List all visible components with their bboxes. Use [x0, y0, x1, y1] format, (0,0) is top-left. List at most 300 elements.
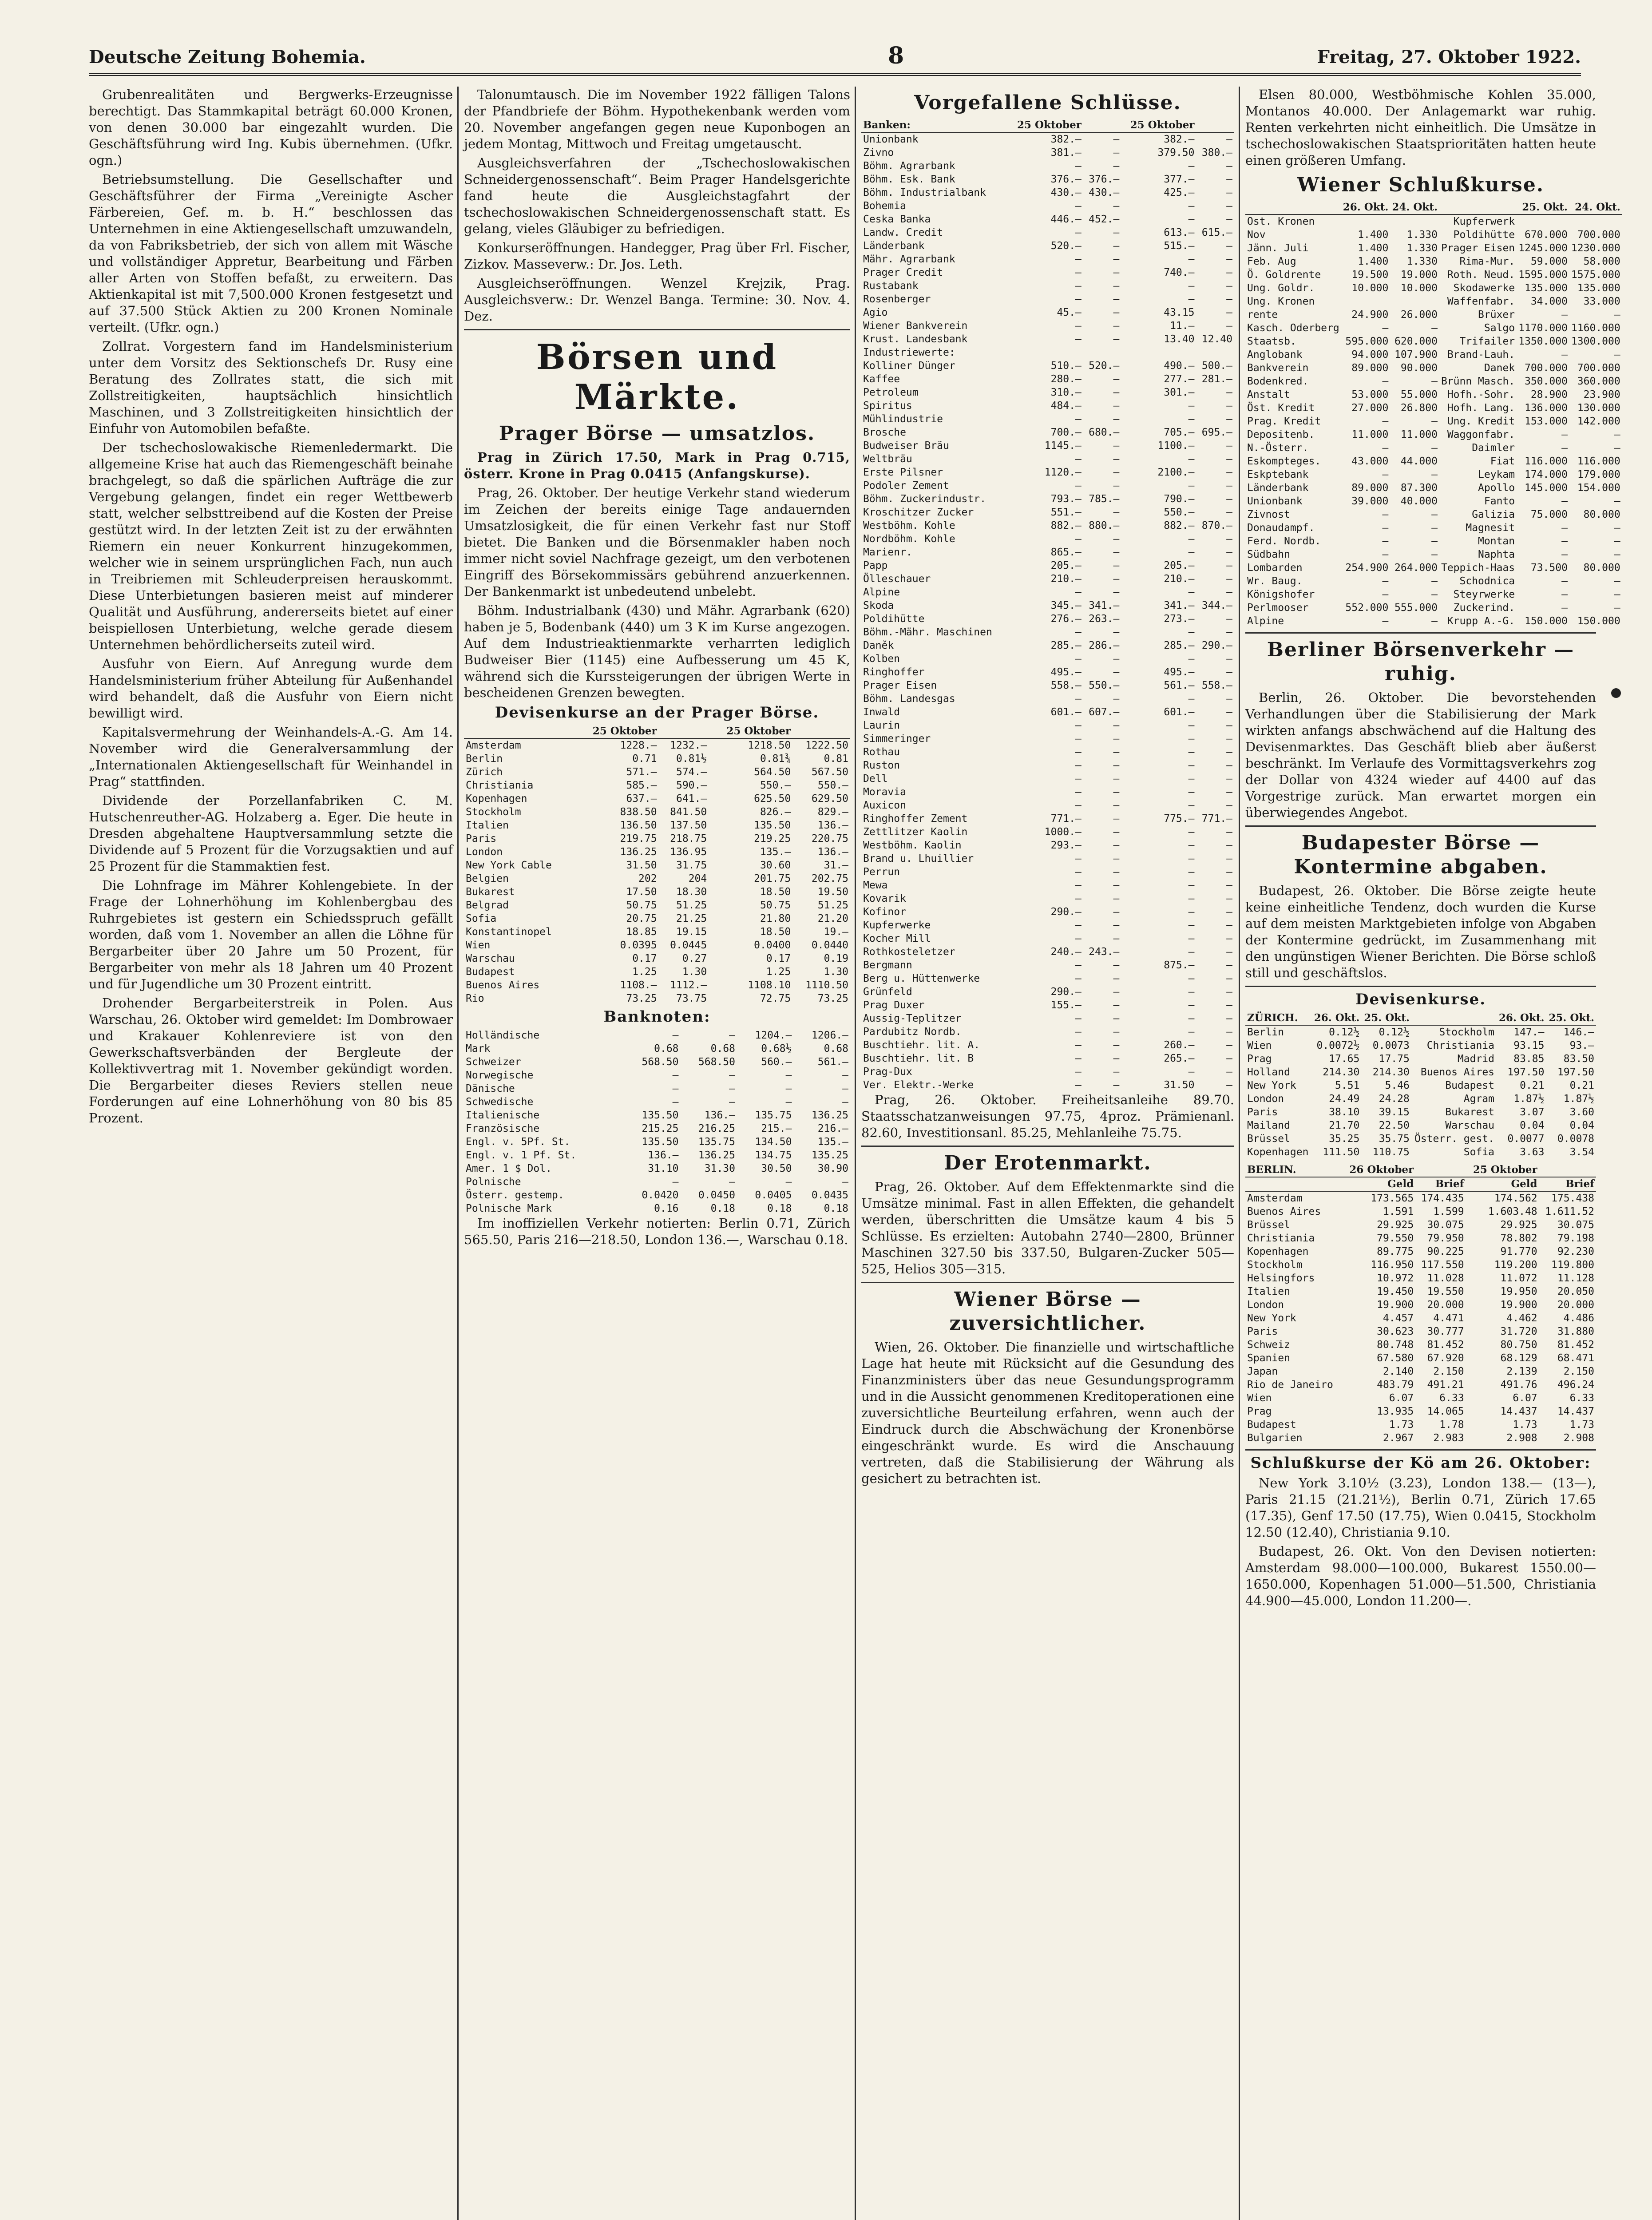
table-row [861, 785, 1234, 799]
security-name: Kupferwerke [863, 920, 931, 931]
quote-value: 310.— [1050, 387, 1082, 398]
quote-value: 31.75 [676, 860, 707, 871]
table-row [861, 865, 1234, 879]
table-row [1245, 1418, 1596, 1431]
quote-value: Warschau [1445, 1120, 1495, 1131]
table-row [1245, 281, 1622, 295]
quote-value: 135.— [760, 846, 791, 858]
quote-value: 0.17 [766, 953, 791, 964]
security-name: Polnische [466, 1176, 521, 1188]
table-row [861, 1012, 1234, 1025]
security-name: Länderbank [863, 240, 925, 252]
quote-value: 430.— [1089, 187, 1120, 198]
quote-value: 135.— [817, 1136, 848, 1148]
devisen-title: Devisenkurse an der Prager Börse. [495, 704, 820, 722]
quote-value: 280.— [1050, 373, 1082, 385]
security-name: Südbahn [1247, 549, 1290, 560]
quote-value: 22.50 [1379, 1120, 1410, 1131]
security-name: Kaffee [863, 373, 900, 385]
quote-value: 130.000 [1577, 402, 1620, 414]
table-row [1245, 1025, 1596, 1039]
security-name: New York Cable [466, 860, 552, 871]
quote-value: Kupferwerk [1453, 216, 1515, 227]
quote-value: — [1113, 280, 1120, 292]
quote-value: — [729, 1030, 735, 1041]
quote-value: 136.50 [620, 820, 657, 831]
quote-value: 174.562 [1494, 1193, 1537, 1204]
quote-value: — [1075, 733, 1082, 745]
table-row [861, 732, 1234, 745]
budapest-exchange-title: Budapester Börse — Kontermine abgaben. [1294, 832, 1548, 878]
quote-value: 555.000 [1394, 602, 1438, 614]
quote-value: 116.000 [1577, 456, 1620, 467]
devisen-title: Devisenkurse. [1355, 991, 1486, 1008]
table-header-cell [1439, 201, 1517, 214]
quote-value: — [1188, 1066, 1195, 1078]
quote-value: 264.000 [1394, 562, 1438, 574]
table-row [861, 919, 1234, 932]
security-name: Öst. Kredit [1247, 402, 1315, 414]
quote-value: 137.50 [670, 820, 707, 831]
quote-value: — [1226, 893, 1232, 904]
quote-value: 0.68 [710, 1043, 735, 1054]
quote-value: 136.— [704, 1110, 735, 1121]
quote-value: — [1113, 240, 1120, 252]
quote-value: 491.76 [1500, 1379, 1537, 1391]
quote-value: — [1113, 813, 1120, 825]
table-row [1245, 401, 1622, 415]
quote-value: 0.0420 [642, 1189, 679, 1201]
table-row [861, 572, 1234, 586]
section-rule [861, 1282, 1234, 1283]
quote-value: 6.07 [1513, 1392, 1537, 1404]
security-name: Simmeringer [863, 733, 931, 745]
table-row [1245, 614, 1622, 628]
table-row [1245, 1119, 1596, 1132]
quote-value: 18.30 [676, 886, 707, 898]
security-name: Spanien [1247, 1352, 1290, 1364]
security-name: Mühlindustrie [863, 413, 943, 425]
quote-value: 0.81½ [676, 753, 707, 765]
quote-value: — [1075, 746, 1082, 758]
security-name: Belgrad [466, 900, 509, 911]
table-header-cell [1083, 119, 1121, 132]
quote-value: Ung. Kredit [1447, 416, 1515, 427]
security-name: Prager Eisen [863, 680, 937, 691]
quote-value: 30.075 [1427, 1219, 1464, 1231]
table-row [861, 452, 1234, 466]
quote-value: 14.437 [1500, 1406, 1537, 1417]
banknotes-title: Banknoten: [603, 1008, 711, 1026]
quote-value: — [1188, 920, 1195, 931]
quote-value: 4.486 [1563, 1312, 1594, 1324]
quote-value: — [729, 1176, 735, 1188]
quote-value: — [1113, 453, 1120, 465]
quote-value: 1.78 [1439, 1419, 1464, 1431]
quote-value: 301.— [1164, 387, 1195, 398]
quote-value: Naphta [1478, 549, 1515, 560]
table-subheader-row [1245, 1177, 1596, 1191]
security-name: Ringhoffer [863, 666, 925, 678]
quote-value: — [1226, 533, 1232, 545]
quote-value: 1230.000 [1571, 242, 1620, 254]
quote-value: — [1431, 589, 1438, 600]
table-row [1245, 268, 1622, 281]
security-name: Ceska Banka [863, 214, 931, 225]
quote-value: 28.900 [1530, 389, 1568, 400]
security-name: Länderbank [1247, 482, 1309, 494]
quote-value: 136.— [817, 820, 848, 831]
quote-value: 793.— [1050, 493, 1082, 505]
table-header-cell: 24. Okt. [1390, 201, 1439, 214]
quote-value: — [1226, 174, 1232, 185]
quote-value: Leykam [1478, 469, 1515, 480]
table-header-cell: 26. Okt. [1311, 1011, 1361, 1025]
security-name: Ölleschauer [863, 573, 931, 585]
table-row [1245, 481, 1622, 495]
quote-value: — [1188, 840, 1195, 851]
table-header-cell: 25 Oktober [575, 725, 659, 738]
quote-value: 344.— [1201, 600, 1232, 611]
article-paragraph: Zollrat. Vorgestern fand im Handelsministerium unter dem Vorsitz des Sektionschefs Dr. Rusy eine Beratung des Zollrates statt, die sich mit Zollstreitigkeiten, hauptsächlich hinsichtlich Maschinen, und 3 Zollstreitigkeiten hinsichtlich der Einfuhr von Automobilen befaßte. [89, 339, 453, 436]
quote-value: — [1614, 429, 1620, 440]
table-row [464, 979, 850, 992]
table-row [1245, 495, 1622, 508]
quote-value: 30.623 [1377, 1326, 1414, 1337]
table-row [861, 532, 1234, 546]
security-name: Wien [1247, 1040, 1272, 1051]
article-paragraph: Wien, 26. Oktober. Die finanzielle und wirtschaftliche Lage hat heute mit Rücksicht auf die Gesundung des Finanzministers über das neue Gesundungsprogramm und in die Aussicht genommenen Kreditoperationen eine zuversichtliche Beurteilung erfahren, wenn auch der Eindruck durch die Abschwächung der Kronenbörse eingeschränkt wurde. Es wird die Anschauung vertreten, daß die Stabilisierung der Währung als gesichert zu betrachten ist. [861, 1340, 1234, 1486]
quote-value: 111.50 [1323, 1146, 1360, 1158]
quote-value: 24.28 [1379, 1093, 1410, 1105]
quote-value: — [1614, 535, 1620, 547]
quote-value: 93.— [1569, 1040, 1594, 1051]
column-rule [1239, 87, 1240, 2220]
quote-value: 0.0405 [755, 1189, 792, 1201]
table-row [464, 765, 850, 779]
quote-value: Salgo [1484, 322, 1515, 334]
table-row [861, 293, 1234, 306]
quote-value: 483.79 [1377, 1379, 1414, 1391]
quote-value: — [1561, 575, 1568, 587]
table-row [1245, 1052, 1596, 1066]
quote-value: 1300.000 [1571, 336, 1620, 347]
quote-value: 205.— [1164, 560, 1195, 571]
security-name: Bergmann [863, 959, 912, 971]
quote-value: 0.04 [1569, 1120, 1594, 1131]
quote-value: — [1075, 320, 1082, 332]
quote-value: 135.75 [698, 1136, 735, 1148]
quote-value: 4.471 [1433, 1312, 1464, 1324]
prague-summary: Prag in Zürich 17.50, Mark in Prag 0.715, österr. Krone in Prag 0.0415 (Anfangskurse). [464, 450, 850, 481]
table-row [1245, 588, 1622, 601]
table-header-cell [1245, 201, 1341, 214]
table-row [1245, 1066, 1596, 1079]
quote-value: 285.— [1164, 640, 1195, 651]
article-paragraph: Berlin, 26. Oktober. Die bevorstehenden Verhandlungen über die Stabilisierung der Mark wirkten anfangs abschwächend auf die Haltung des Devisenmarktes. Das Geschäft blieb aber äußerst beschränkt. Im Verlaufe des Vormittagsverkehrs zog der Dollar von 4324 wieder auf 4400 auf das Vorgestrige zurück. Man erwartet morgen ein überwiegendes Angebot. [1245, 690, 1596, 820]
quote-value: — [1113, 720, 1120, 731]
vienna-closing-title: Wiener Schlußkurse. [1297, 174, 1545, 196]
quote-value: 26.800 [1400, 402, 1438, 414]
quote-value: — [1113, 1026, 1120, 1038]
quote-value: — [1431, 376, 1438, 387]
quote-value: — [1226, 293, 1232, 305]
table-row [861, 386, 1234, 399]
quote-value: 290.— [1050, 906, 1082, 918]
quote-value: 93.15 [1513, 1040, 1545, 1051]
quote-value: Prager Eisen [1441, 242, 1515, 254]
article-paragraph: Die Lohnfrage im Mährer Kohlengebiete. In der Frage der Lohnerhöhung im Kohlenbergbau des Ruhrgebietes ist gestern ein Schiedsspruch gefällt worden, daß vom 1. November an allen die Löhne für Bergarbeiter über 20 Jahre um 50 Prozent, für Bergarbeiter von mehr als 18 Jahren um 40 Prozent und für Jugendliche um 30 Prozent eintritt. [89, 878, 453, 991]
section-rule [1245, 986, 1596, 987]
table-header-cell [659, 725, 709, 738]
table-row [861, 266, 1234, 279]
security-name: Kroschitzer Zucker [863, 507, 974, 518]
table-row [464, 819, 850, 832]
quote-value: — [1113, 800, 1120, 811]
quote-value: — [1075, 480, 1082, 492]
quote-value: Roth. Neud. [1447, 269, 1515, 281]
quote-value: — [1075, 200, 1082, 212]
quote-value: 350.000 [1524, 376, 1568, 387]
table-header-cell: ZÜRICH. [1245, 1011, 1311, 1025]
security-name: Helsingfors [1247, 1273, 1315, 1284]
quote-value: 1222.50 [805, 740, 848, 751]
quote-value: Hofh. Lang. [1447, 402, 1515, 414]
quote-value: — [1382, 509, 1389, 520]
security-name: Rio [466, 993, 484, 1004]
security-name: Kasch. Oderberg [1247, 322, 1339, 334]
article-paragraph: Konkurseröffnungen. Handegger, Prag über Frl. Fischer, Zizkov. Masseverw.: Dr. Jos. Leth. [464, 240, 850, 272]
quote-value: 6.33 [1439, 1392, 1464, 1404]
section-rule [464, 329, 850, 330]
table-row [861, 412, 1234, 426]
table-row [1245, 508, 1622, 521]
quote-value: 135.000 [1577, 282, 1620, 294]
quote-value: 613.— [1164, 227, 1195, 238]
quote-value: 83.50 [1563, 1053, 1594, 1065]
table-row [464, 1162, 850, 1175]
security-name: Perrun [863, 866, 900, 878]
quote-value: — [1188, 760, 1195, 771]
table-row [464, 885, 850, 899]
quote-value: — [1075, 267, 1082, 278]
table-header-cell [1539, 1163, 1596, 1177]
quote-value: 452.— [1089, 214, 1120, 225]
quote-value: 35.25 [1329, 1133, 1360, 1145]
quote-value [1083, 346, 1121, 359]
quote-value: — [1382, 416, 1389, 427]
quote-value: 21.25 [676, 913, 707, 924]
quote-value: 1.400 [1358, 229, 1389, 241]
quote-value: 700.000 [1577, 229, 1620, 241]
quote-value: 615.— [1201, 227, 1232, 238]
quote-value: 1228.— [620, 740, 657, 751]
quote-value: 1110.50 [805, 979, 848, 991]
security-name: Belgien [466, 873, 509, 884]
table-row [861, 652, 1234, 666]
quote-value: — [1075, 786, 1082, 798]
quote-value: — [1188, 826, 1195, 838]
quote-value: 880.— [1089, 520, 1120, 531]
table-header-cell: Geld [1342, 1177, 1415, 1191]
security-name: Königshofer [1247, 589, 1315, 600]
quote-value: 705.— [1164, 427, 1195, 438]
table-row [861, 879, 1234, 892]
quote-value: — [672, 1070, 679, 1081]
quote-value: 30.777 [1427, 1326, 1464, 1337]
quote-value: 0.68½ [761, 1043, 792, 1054]
security-name: Bulgarien [1247, 1432, 1303, 1444]
article-paragraph: Kapitalsvermehrung der Weinhandels-A.-G. Am 14. November wird die Generalversammlung der „Internationalen Aktiengesellschaft für Weinhandel in Prag“ stattfinden. [89, 725, 453, 789]
quote-value: 150.000 [1524, 615, 1568, 627]
table-row [861, 586, 1234, 599]
quote-value: Brand-Lauh. [1447, 349, 1515, 361]
security-name: Kofinor [863, 906, 906, 918]
quote-value: 1350.000 [1518, 336, 1568, 347]
quote-value: 564.50 [754, 766, 791, 778]
quote-value: 1.25 [632, 966, 657, 978]
quote-value: — [1382, 589, 1389, 600]
security-name: Christiania [1247, 1233, 1315, 1244]
quote-value: 68.129 [1500, 1352, 1537, 1364]
quote-value: 14.065 [1427, 1406, 1464, 1417]
quote-value: — [1614, 522, 1620, 534]
quote-value: — [1188, 293, 1195, 305]
quote-value: 1218.50 [748, 740, 791, 751]
quote-value: — [1561, 589, 1568, 600]
quote-value: — [1431, 615, 1438, 627]
table-row [861, 985, 1234, 999]
quote-value: 31.720 [1500, 1326, 1537, 1337]
quote-value: — [1431, 535, 1438, 547]
quote-value: 19.50 [817, 886, 848, 898]
security-name: Jänn. Juli [1247, 242, 1309, 254]
quote-value: 94.000 [1351, 349, 1389, 361]
quote-value: 43.15 [1164, 307, 1195, 318]
table-row [464, 912, 850, 925]
security-name: Brosche [863, 427, 906, 438]
quote-value: — [1075, 1079, 1082, 1091]
quote-value: 785.— [1089, 493, 1120, 505]
quote-value: 23.900 [1583, 389, 1620, 400]
quote-value: — [1113, 267, 1120, 278]
quote-value: 551.— [1050, 507, 1082, 518]
table-row [861, 492, 1234, 506]
quote-value: — [1226, 613, 1232, 625]
quote-value: 281.— [1201, 373, 1232, 385]
quote-value: — [1188, 254, 1195, 265]
quote-value: 134.50 [755, 1136, 792, 1148]
quote-value: 1595.000 [1518, 269, 1568, 281]
page-number: 8 [888, 42, 904, 69]
quote-value: 43.000 [1351, 456, 1389, 467]
security-name: Bankverein [1247, 362, 1309, 374]
security-name: Dänische [466, 1083, 515, 1094]
quote-value: 89.000 [1351, 362, 1389, 374]
table-header-cell [464, 725, 575, 738]
quote-value: 0.0450 [698, 1189, 735, 1201]
quote-value: — [1431, 575, 1438, 587]
table-header-cell [1415, 1163, 1466, 1177]
quote-value: — [1113, 826, 1120, 838]
berlin-exchange-title: Berliner Börsenverkehr — ruhig. [1267, 638, 1575, 685]
table-row [1245, 1378, 1596, 1391]
security-name: Westböhm. Kohle [863, 520, 955, 531]
security-name: Staatsb. [1247, 336, 1296, 347]
table-header-row [464, 725, 850, 738]
quote-value: Schodnica [1459, 575, 1515, 587]
security-name: Böhm.-Mähr. Maschinen [863, 626, 992, 638]
table-row [861, 226, 1234, 239]
quote-value: 510.— [1050, 360, 1082, 372]
security-name: Krust. Landesbank [863, 333, 968, 345]
quote-value: 50.75 [626, 900, 657, 911]
quote-value: Magnesit [1466, 522, 1515, 534]
security-name: Böhm. Zuckerindustr. [863, 493, 986, 505]
quote-value: 13.40 [1164, 333, 1195, 345]
security-name: Buenos Aires [1247, 1206, 1321, 1217]
quote-value: — [1188, 746, 1195, 758]
table-row [464, 1069, 850, 1082]
quote-value: 558.— [1201, 680, 1232, 691]
table-header-cell: 25 Oktober [709, 725, 792, 738]
quote-value: — [1431, 509, 1438, 520]
article-paragraph: Budapest, 26. Oktober. Die Börse zeigte heute keine einheitliche Tendenz, doch wurden die Kurse auf dem meisten Marktgebieten infolge von Abgaben der Kontermine gedrückt, im Zusammenhang mit den ungünstigen Wiener Berichten. Die Börse schloß still und geschäftslos. [1245, 883, 1596, 980]
quote-value: 0.0073 [1372, 1040, 1410, 1051]
security-name: Wien [466, 940, 491, 951]
quote-value: — [1188, 200, 1195, 212]
table-row [1245, 441, 1622, 455]
security-name: Papp [863, 560, 888, 571]
quote-value: — [1075, 280, 1082, 292]
quote-value: — [1431, 416, 1438, 427]
quote-value: 829.— [817, 806, 848, 818]
security-name: Grünfeld [863, 986, 912, 998]
quote-value: Fiat [1490, 456, 1515, 467]
quote-value: 360.000 [1577, 376, 1620, 387]
security-name: New York [1247, 1312, 1296, 1324]
table-row [464, 859, 850, 872]
quote-value: — [785, 1096, 792, 1108]
security-name: Kopenhagen [466, 793, 527, 805]
article-paragraph: Ausfuhr von Eiern. Auf Anregung wurde dem Handelsministerium früher Abteilung für Außenhandel wird behandelt, daß die Ausfuhr von Eiern nicht bewilligt wird. [89, 656, 453, 721]
table-row [464, 952, 850, 965]
quote-value: — [1113, 746, 1120, 758]
quote-value: 19.900 [1377, 1299, 1414, 1311]
table-row [861, 772, 1234, 785]
table-row [861, 679, 1234, 692]
quote-value: 1.603.48 [1488, 1206, 1537, 1217]
table-row [861, 719, 1234, 732]
quote-value: 17.75 [1379, 1053, 1410, 1065]
quote-value: — [842, 1070, 848, 1081]
quote-value: 0.16 [654, 1203, 679, 1214]
quote-value: — [1113, 293, 1120, 305]
quote-value: — [1614, 309, 1620, 321]
quote-value: 119.200 [1494, 1259, 1537, 1271]
security-name: Ö. Goldrente [1247, 269, 1321, 281]
quote-value: Waffenfabr. [1447, 296, 1515, 307]
table-row [1245, 1245, 1596, 1258]
quote-value: 24.900 [1351, 309, 1389, 321]
quote-value: — [1113, 227, 1120, 238]
quote-value: 0.18 [824, 1203, 848, 1214]
quote-value: — [1113, 533, 1120, 545]
quote-value: 204 [688, 873, 707, 884]
security-name: Depositenb. [1247, 429, 1315, 440]
quote-value: — [1075, 413, 1082, 425]
quote-value: Teppich-Haas [1441, 562, 1515, 574]
